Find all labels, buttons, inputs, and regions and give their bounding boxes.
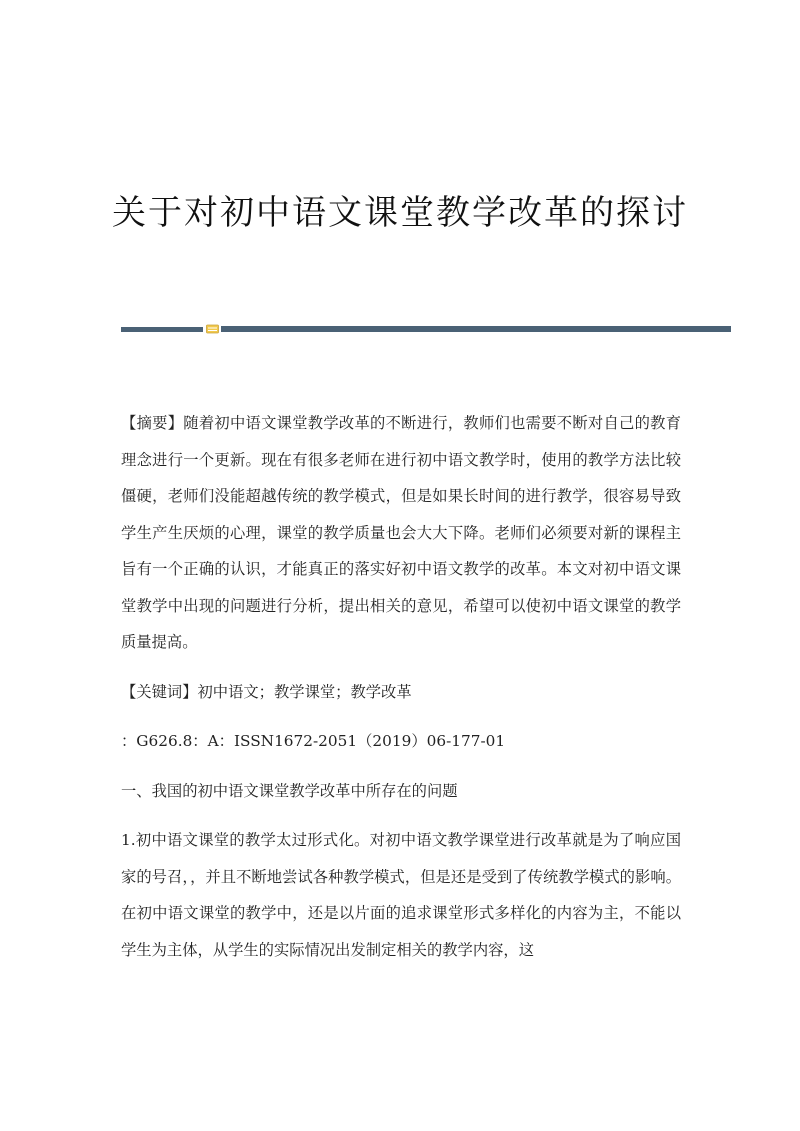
document-body (121, 405, 681, 981)
abstract-paragraph: 【摘要】随着初中语文课堂教学改革的不断进行，教师们也需要不断对自己的教育理念进行一个更新。现在有很多老师在进行初中语文教学时，使用的教学方法比较僵硬，老师们没能超越传统的教学模式，但是如果长时间的进行教学，很容易导致学生产生厌烦的心理，课堂的教学质量也会大大下降。老师们必须要对新的课程主旨有一个正确的认识，才能真正的落实好初中语文教学的改革。本文对初中语文课堂教学中出现的问题进行分析，提出相关的意见，希望可以使初中语文课堂的教学质量提高。 (121, 414, 681, 651)
divider-left-segment (121, 327, 203, 332)
keywords-line: 【关键词】初中语文；教学课堂；教学改革 (121, 682, 412, 701)
divider-right-segment (221, 326, 731, 332)
classification-line: ：G626.8：A：ISSN1672-2051（2019）06-177-01 (121, 732, 506, 750)
document-title: 关于对初中语文课堂教学改革的探讨 (112, 193, 688, 233)
title-divider (121, 325, 731, 333)
divider-ornament-icon (206, 324, 219, 334)
section-heading: 一、我国的初中语文课堂教学改革中所存在的问题 (121, 781, 458, 800)
body-paragraph-1: 1.初中语文课堂的教学太过形式化。对初中语文教学课堂进行改革就是为了响应国家的号召，，并且不断地尝试各种教学模式，但是还是受到了传统教学模式的影响。在初中语文课堂的教学中，还是以片面的追求课堂形式多样化的内容为主，不能以学生为主体，从学生的实际情况出发制定相关的教学内容，这 (121, 831, 681, 959)
